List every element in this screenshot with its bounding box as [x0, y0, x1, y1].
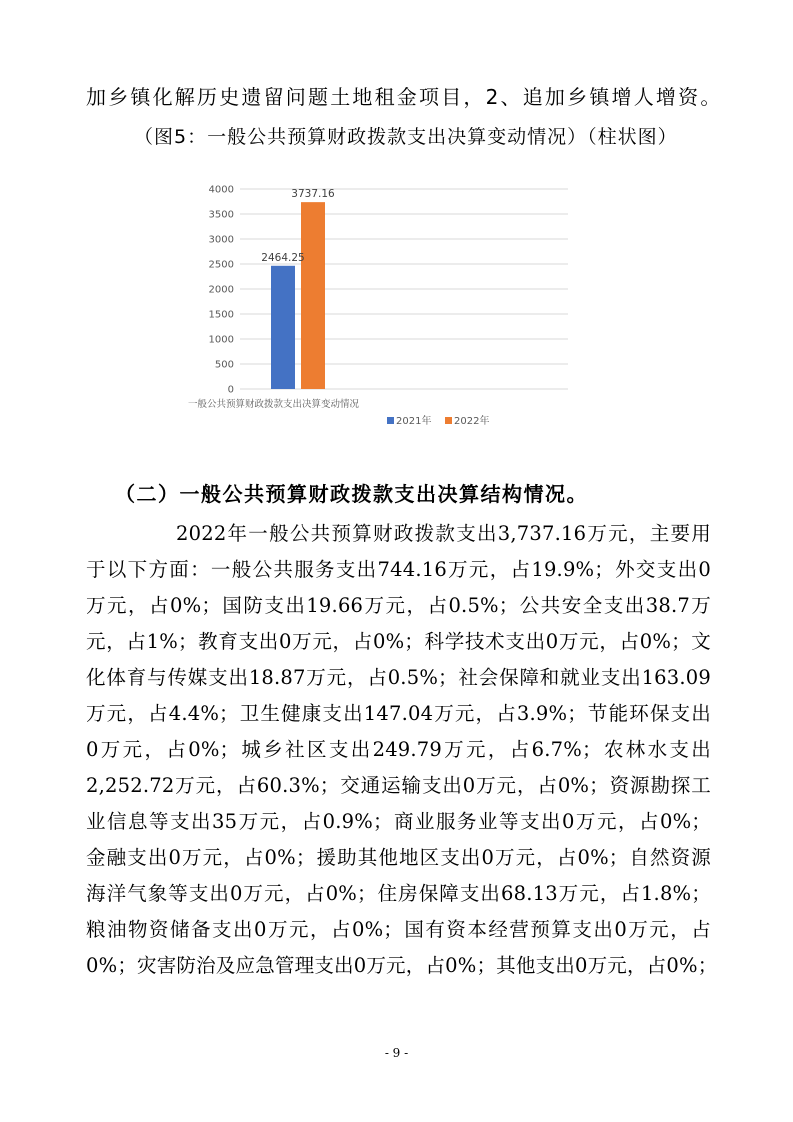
- chart-legend: [387, 414, 489, 427]
- top-text-line: 加乡镇化解历史遗留问题土地租金项目，2、追加乡镇增人增资。: [86, 85, 723, 109]
- y-tick-label: 2500: [208, 259, 234, 271]
- body-line: 于以下方面：一般公共服务支出744.16万元，占19.9%；外交支出0: [86, 558, 711, 581]
- y-tick-label: 3500: [208, 209, 234, 221]
- body-line: 业信息等支出35万元，占0.9%；商业服务业等支出0万元，占0%；: [86, 810, 711, 833]
- page-number: - 9 -: [384, 1046, 409, 1060]
- data-label: 2464.25: [261, 251, 305, 264]
- bar-chart: [188, 172, 580, 432]
- section-title: （二）一般公共预算财政拨款支出决算结构情况。: [115, 482, 588, 506]
- legend-swatch-2021: [387, 417, 394, 424]
- bar-2022年: [301, 202, 325, 389]
- data-label: 3737.16: [291, 188, 335, 201]
- y-tick-label: 500: [214, 359, 234, 371]
- body-line: 化体育与传媒支出18.87万元，占0.5%；社会保障和就业支出163.09: [86, 666, 711, 689]
- body-line: 0%；灾害防治及应急管理支出0万元，占0%；其他支出0万元，占0%；: [86, 954, 718, 977]
- figure-caption: （图5：一般公共预算财政拨款支出决算变动情况）（柱状图）: [134, 126, 678, 148]
- y-tick-label: 0: [227, 384, 234, 396]
- legend-swatch-2022: [445, 417, 452, 424]
- body-line: 万元，占0%；国防支出19.66万元，占0.5%；公共安全支出38.7万: [86, 594, 711, 617]
- y-tick-label: 2000: [208, 284, 234, 296]
- body-line: 金融支出0万元，占0%；援助其他地区支出0万元，占0%；自然资源: [86, 846, 711, 869]
- y-tick-label: 3000: [208, 234, 234, 246]
- bar-2021年: [271, 266, 295, 389]
- body-line: 元，占1%；教育支出0万元，占0%；科学技术支出0万元，占0%；文: [86, 630, 711, 653]
- y-tick-label: 1500: [208, 309, 234, 321]
- legend-label-2022: 2022年: [454, 416, 490, 427]
- y-tick-label: 1000: [208, 334, 234, 346]
- y-axis-ticks: [209, 185, 234, 396]
- body-line: 粮油物资储备支出0万元，占0%；国有资本经营预算支出0万元，占: [86, 918, 711, 941]
- body-line: 2,252.72万元，占60.3%；交通运输支出0万元，占0%；资源勘探工: [86, 774, 711, 797]
- chart-bars: [271, 202, 325, 389]
- body-line: 0万元，占0%；城乡社区支出249.79万元，占6.7%；农林水支出: [86, 738, 711, 761]
- body-line: 万元，占4.4%；卫生健康支出147.04万元，占3.9%；节能环保支出: [86, 702, 711, 725]
- legend-label-2021: 2021年: [396, 416, 432, 427]
- y-tick-label: 4000: [208, 184, 234, 196]
- body-line: 海洋气象等支出0万元，占0%；住房保障支出68.13万元，占1.8%；: [86, 882, 711, 905]
- body-line: 2022年一般公共预算财政拨款支出3,737.16万元，主要用: [176, 522, 711, 545]
- x-axis-category-label: 一般公共预算财政拨款支出决算变动情况: [188, 399, 360, 410]
